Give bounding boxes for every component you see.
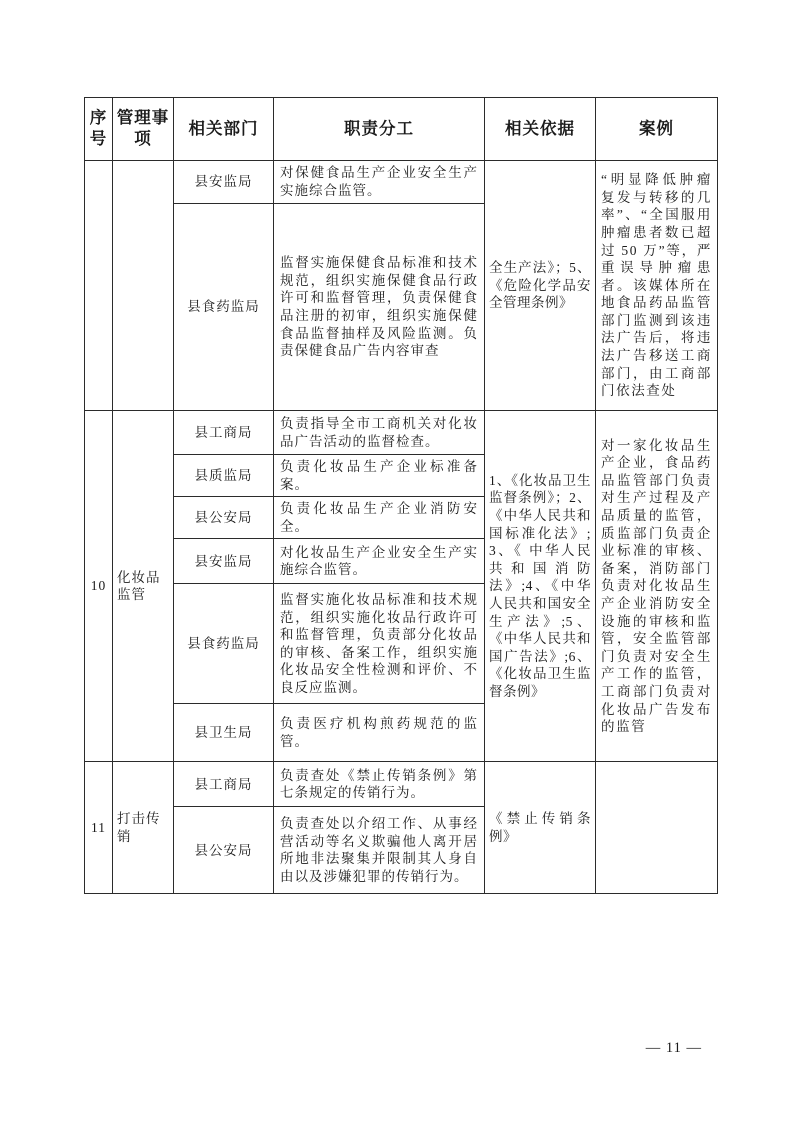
duty-cell: 监督实施保健食品标准和技术规范，组织实施保健食品行政许可和监督管理，负责保健食品注册的初审，组织实施保健食品监督抽样及风险监测。负责保健食品广告内容审查 [274, 204, 485, 411]
case-cell-sectionA: “明显降低肿瘤复发与转移的几率”、“全国服用肿瘤患者数已超过 50 万”等，严重误导肿瘤患者。该媒体所在地食品药品监管部门监测到该违法广告后，将违法广告移送工商部门，由工商部门依法查处 [596, 161, 718, 411]
matter-cell-item10: 化妆品监管 [113, 411, 174, 762]
dept-cell: 县食药监局 [174, 204, 274, 411]
duty-cell: 监督实施化妆品标准和技术规范，组织实施化妆品行政许可和监督管理，负责部分化妆品的审核、备案工作，组织实施化妆品安全性检测和评价、不良反应监测。 [274, 584, 485, 704]
serial-cell-item11: 11 [85, 762, 113, 894]
table-row [85, 161, 718, 204]
col-header-matter: 管理事项 [113, 98, 174, 161]
col-header-basis: 相关依据 [485, 98, 596, 161]
duty-cell: 负责查处以介绍工作、从事经营活动等名义欺骗他人离开居所地非法聚集并限制其人身自由以及涉嫌犯罪的传销行为。 [274, 807, 485, 894]
dept-cell: 县安监局 [174, 539, 274, 584]
responsibility-table [84, 97, 718, 894]
table-row [85, 762, 718, 807]
dept-cell: 县安监局 [174, 161, 274, 204]
col-header-serial: 序号 [85, 98, 113, 161]
dept-cell: 县食药监局 [174, 584, 274, 704]
col-header-department: 相关部门 [174, 98, 274, 161]
col-header-duty: 职责分工 [274, 98, 485, 161]
duty-cell: 对保健食品生产企业安全生产实施综合监管。 [274, 161, 485, 204]
basis-cell-item11: 《禁止传销条例》 [485, 762, 596, 894]
case-cell-item10: 对一家化妆品生产企业，食品药品监管部门负责对生产过程及产品质量的监管，质监部门负责企业标准的审核、备案，消防部门负责对化妆品生产企业消防安全设施的审核和监管，安全监管部门负责对安全生产工作的监管，工商部门负责对化妆品广告发布的监管 [596, 411, 718, 762]
col-header-case: 案例 [596, 98, 718, 161]
dept-cell: 县公安局 [174, 497, 274, 539]
case-cell-item11 [596, 762, 718, 894]
matter-cell-item11: 打击传销 [113, 762, 174, 894]
dept-cell: 县工商局 [174, 762, 274, 807]
table-row [85, 411, 718, 455]
duty-cell: 负责化妆品生产企业消防安全。 [274, 497, 485, 539]
duty-cell: 对化妆品生产企业安全生产实施综合监管。 [274, 539, 485, 584]
table-header-row [85, 98, 718, 161]
basis-cell-sectionA: 全生产法》；5、《危险化学品安全管理条例》 [485, 161, 596, 411]
dept-cell: 县公安局 [174, 807, 274, 894]
duty-cell: 负责指导全市工商机关对化妆品广告活动的监督检查。 [274, 411, 485, 455]
serial-cell-item10: 10 [85, 411, 113, 762]
serial-cell-sectionA [85, 161, 113, 411]
page-number: — 11 — [645, 1040, 702, 1056]
duty-cell: 负责医疗机构煎药规范的监管。 [274, 704, 485, 762]
dept-cell: 县工商局 [174, 411, 274, 455]
matter-cell-sectionA [113, 161, 174, 411]
dept-cell: 县质监局 [174, 455, 274, 497]
duty-cell: 负责化妆品生产企业标准备案。 [274, 455, 485, 497]
duty-cell: 负责查处《禁止传销条例》第七条规定的传销行为。 [274, 762, 485, 807]
dept-cell: 县卫生局 [174, 704, 274, 762]
basis-cell-item10: 1、《化妆品卫生监督条例》；2、《中华人民共和国标准化法》;3、《 中华人民共和国消防法》;4、《中华人民共和国安全生产法》;5、《中华人民共和国广告法》;6、《化妆品卫生监督条例》 [485, 411, 596, 762]
